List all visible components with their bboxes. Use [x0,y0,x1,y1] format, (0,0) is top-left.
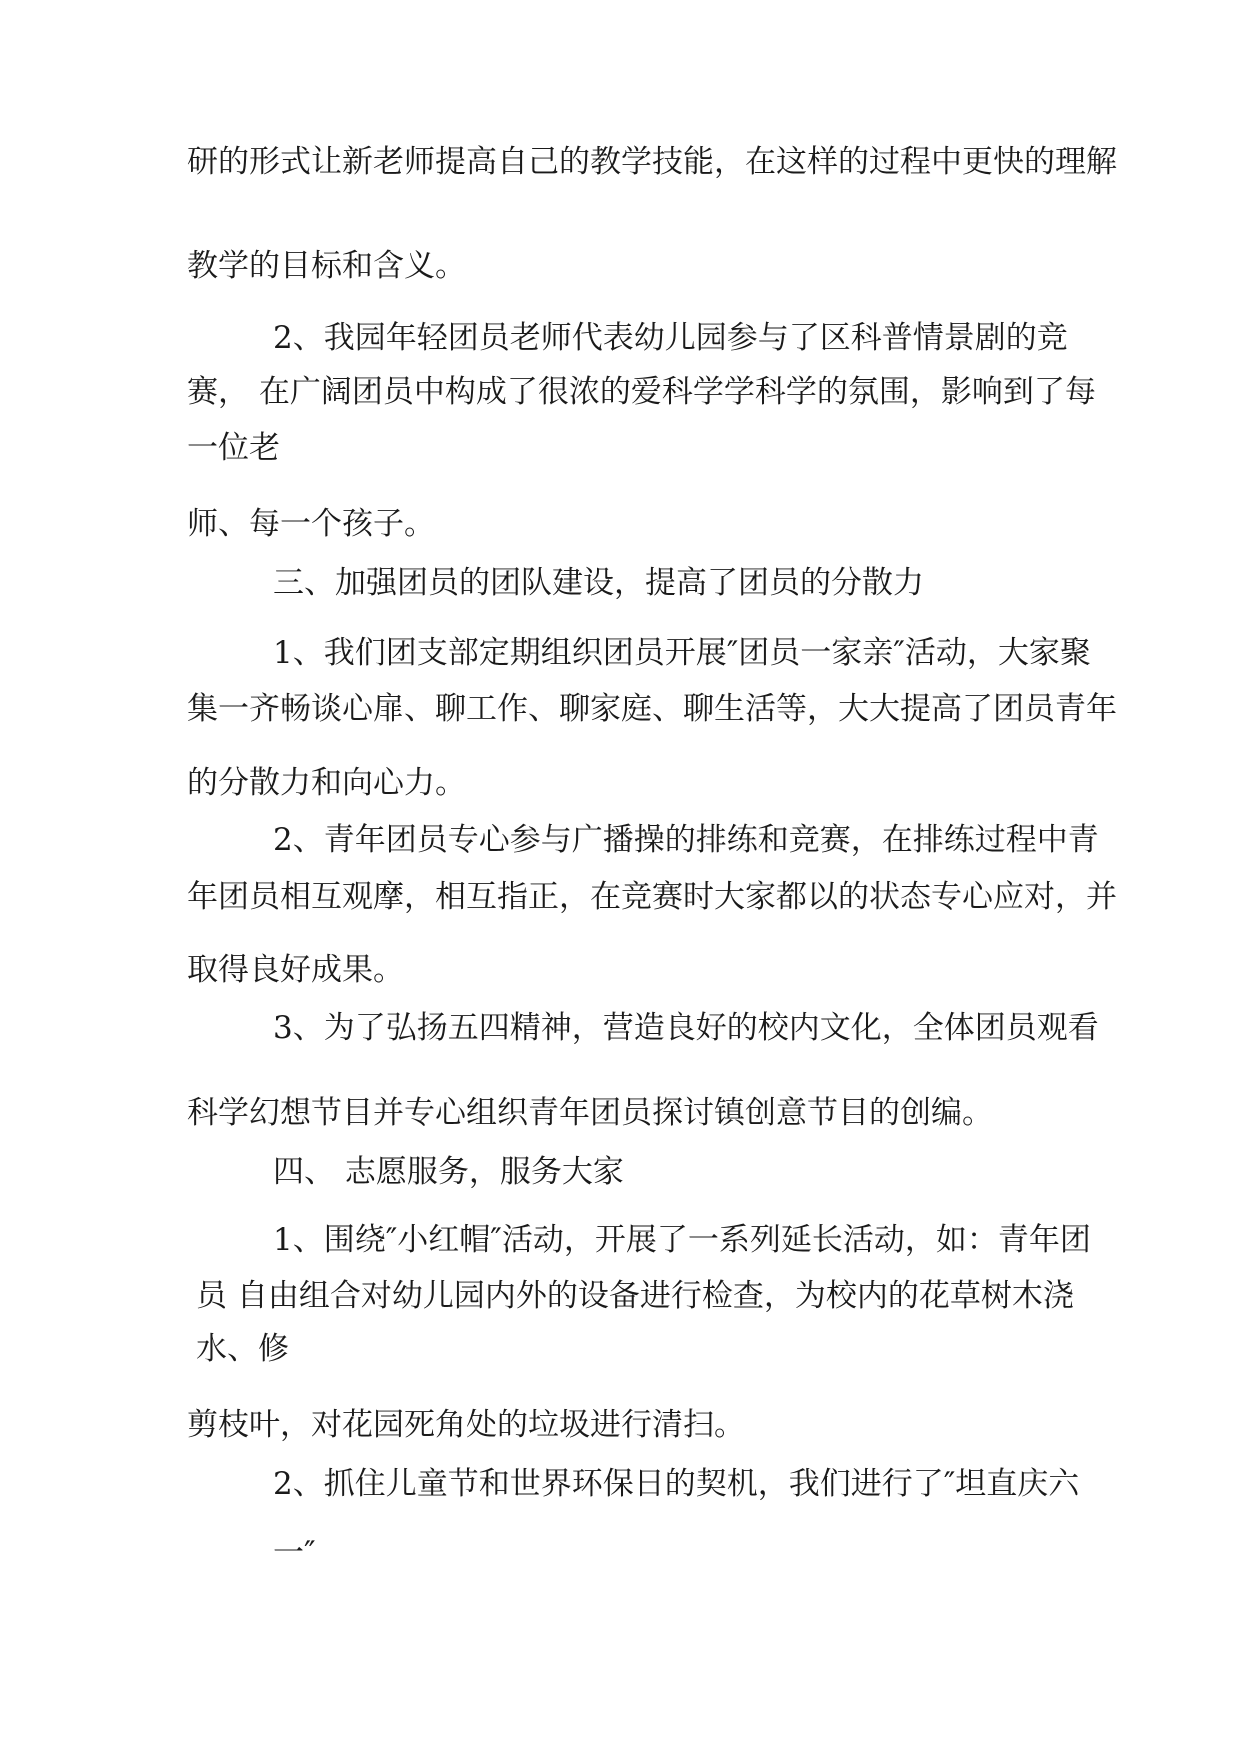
text-line: 赛， 在广阔团员中构成了很浓的爱科学学科学的氛围，影响到了每 [187,374,1096,410]
text-line: 员 自由组合对幼儿园内外的设备进行检查，为校内的花草树木浇 [196,1278,1074,1314]
text-line: 师、每一个孩子。 [187,506,435,542]
text-line: 3、为了弘扬五四精神，营造良好的校内文化，全体团员观看 [273,1010,1099,1046]
text-line: 水、修 [196,1331,289,1367]
section-heading: 四、 志愿服务，服务大家 [273,1154,624,1190]
text-line: 科学幻想节目并专心组织青年团员探讨镇创意节目的创编。 [187,1095,993,1131]
text-line: 的分散力和向心力。 [187,765,466,801]
text-line: 剪枝叶，对花园死角处的垃圾进行清扫。 [187,1407,745,1443]
section-heading: 三、加强团员的团队建设，提高了团员的分散力 [273,565,924,601]
text-line: 2、我园年轻团员老师代表幼儿园参与了区科普情景剧的竞 [273,320,1068,356]
text-line: 年团员相互观摩，相互指正，在竞赛时大家都以的状态专心应对，并 [187,879,1117,915]
text-line: 1、我们团支部定期组织团员开展″团员一家亲″活动，大家聚 [273,635,1091,671]
text-line: 教学的目标和含义。 [187,248,466,284]
text-line: 2、抓住儿童节和世界环保日的契机，我们进行了″坦直庆六 [273,1466,1080,1502]
text-line: 集一齐畅谈心扉、聊工作、聊家庭、聊生活等，大大提高了团员青年 [187,691,1117,727]
text-line: 一″ [273,1535,316,1571]
text-line: 研的形式让新老师提高自己的教学技能，在这样的过程中更快的理解 [187,144,1117,180]
text-line: 2、青年团员专心参与广播操的排练和竞赛，在排练过程中青 [273,822,1099,858]
text-line: 一位老 [187,430,280,466]
text-line: 1、围绕″小红帽″活动，开展了一系列延长活动，如：青年团 [273,1222,1091,1258]
text-line: 取得良好成果。 [187,952,404,988]
